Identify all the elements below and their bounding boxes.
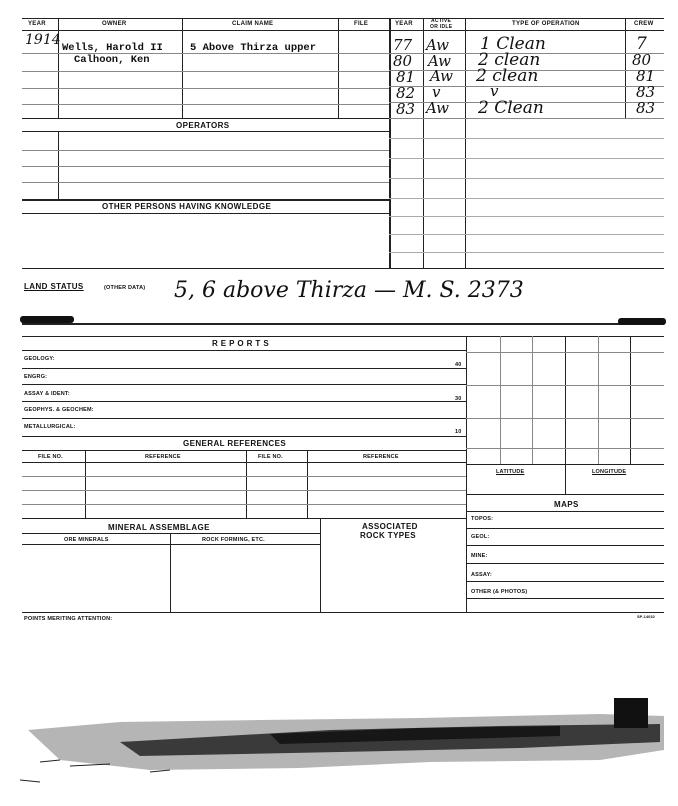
ops-year: 82 [396, 84, 416, 102]
ops-operation: 1 Clean [480, 34, 546, 54]
ops-operation: v [490, 82, 499, 100]
maps-assay: ASSAY: [471, 572, 493, 578]
maps-title: MAPS [554, 500, 579, 509]
report-engrg: ENGRG: [24, 374, 48, 380]
report-geology-num: 40 [455, 362, 462, 368]
ops-crew: 7 [636, 34, 647, 54]
ops-operation: 2 clean [476, 66, 539, 86]
form-code: SP-14032 [637, 614, 655, 619]
ops-year: 83 [396, 100, 416, 118]
points-meriting-attention: POINTS MERITING ATTENTION: [24, 616, 113, 622]
maps-other: OTHER (& PHOTOS) [471, 589, 528, 595]
owner-name-line1: Wells, Harold II [62, 42, 163, 54]
crew-header: CREW [634, 21, 654, 27]
year-header: YEAR [28, 21, 46, 27]
mineral-assemblage-title: MINERAL ASSEMBLAGE [108, 523, 210, 532]
scan-noise-band [0, 690, 678, 806]
ops-crew: 83 [636, 99, 656, 117]
ore-minerals-header: ORE MINERALS [64, 537, 109, 543]
ops-status: v [432, 83, 441, 101]
maps-geol: GEOL: [471, 534, 490, 540]
land-status-sublabel: (OTHER DATA) [104, 285, 146, 291]
ops-year: 80 [393, 52, 413, 70]
ref-col-file-no2: FILE NO. [258, 454, 283, 460]
ops-status: Aw [426, 36, 449, 54]
longitude-label: LONGITUDE [592, 469, 627, 475]
general-references-title: GENERAL REFERENCES [183, 439, 287, 448]
report-metallurgical-num: 10 [455, 429, 462, 435]
ops-status: Aw [426, 99, 449, 117]
associated-rock-types-1: ASSOCIATED [362, 522, 418, 531]
scan-smudge-left [20, 316, 74, 323]
operators-title: OPERATORS [176, 121, 230, 130]
claim-name-header: CLAIM NAME [232, 21, 274, 27]
active-idle-header-1: ACTIVE [431, 18, 452, 24]
maps-mine: MINE: [471, 553, 488, 559]
ops-crew: 80 [632, 51, 652, 69]
report-geophys: GEOPHYS. & GEOCHEM: [24, 407, 94, 413]
owner-header: OWNER [102, 21, 127, 27]
file-header: FILE [354, 21, 369, 27]
ops-operation: 2 Clean [478, 98, 544, 118]
scan-smudge-right [618, 318, 666, 325]
ops-year: 81 [396, 68, 416, 86]
ops-year: 77 [393, 36, 413, 54]
report-metallurgical: METALLURGICAL: [24, 424, 76, 430]
ref-col-reference: REFERENCE [145, 454, 181, 460]
ops-crew: 83 [636, 83, 656, 101]
ops-status: Aw [430, 67, 453, 85]
other-persons-title: OTHER PERSONS HAVING KNOWLEDGE [102, 202, 272, 211]
report-assay: ASSAY & IDENT: [24, 391, 70, 397]
claim-name-entry: 5 Above Thirza upper [190, 42, 317, 54]
rock-forming-header: ROCK FORMING, ETC. [202, 537, 265, 543]
latitude-label: LATITUDE [496, 469, 525, 475]
year2-header: YEAR [395, 21, 413, 27]
land-status-label: LAND STATUS [24, 282, 84, 291]
maps-topos: TOPOS: [471, 516, 494, 522]
ops-status: Aw [428, 52, 451, 70]
ops-crew: 81 [636, 67, 656, 85]
ref-col-file-no: FILE NO. [38, 454, 63, 460]
active-idle-header-2: OR IDLE [430, 24, 453, 30]
owner-name-line2: Calhoon, Ken [74, 54, 150, 66]
associated-rock-types-2: ROCK TYPES [360, 531, 417, 540]
report-geology: GEOLOGY: [24, 356, 55, 362]
type-of-operation-header: TYPE OF OPERATION [512, 21, 580, 27]
reports-title: R E P O R T S [212, 339, 270, 348]
ref-col-reference2: REFERENCE [363, 454, 399, 460]
owner-year-entry: 1914 [25, 32, 61, 48]
land-status-value: 5, 6 above Thirza — M. S. 2373 [174, 278, 524, 303]
ops-operation: 2 clean [478, 50, 541, 70]
report-assay-num: 30 [455, 396, 462, 402]
